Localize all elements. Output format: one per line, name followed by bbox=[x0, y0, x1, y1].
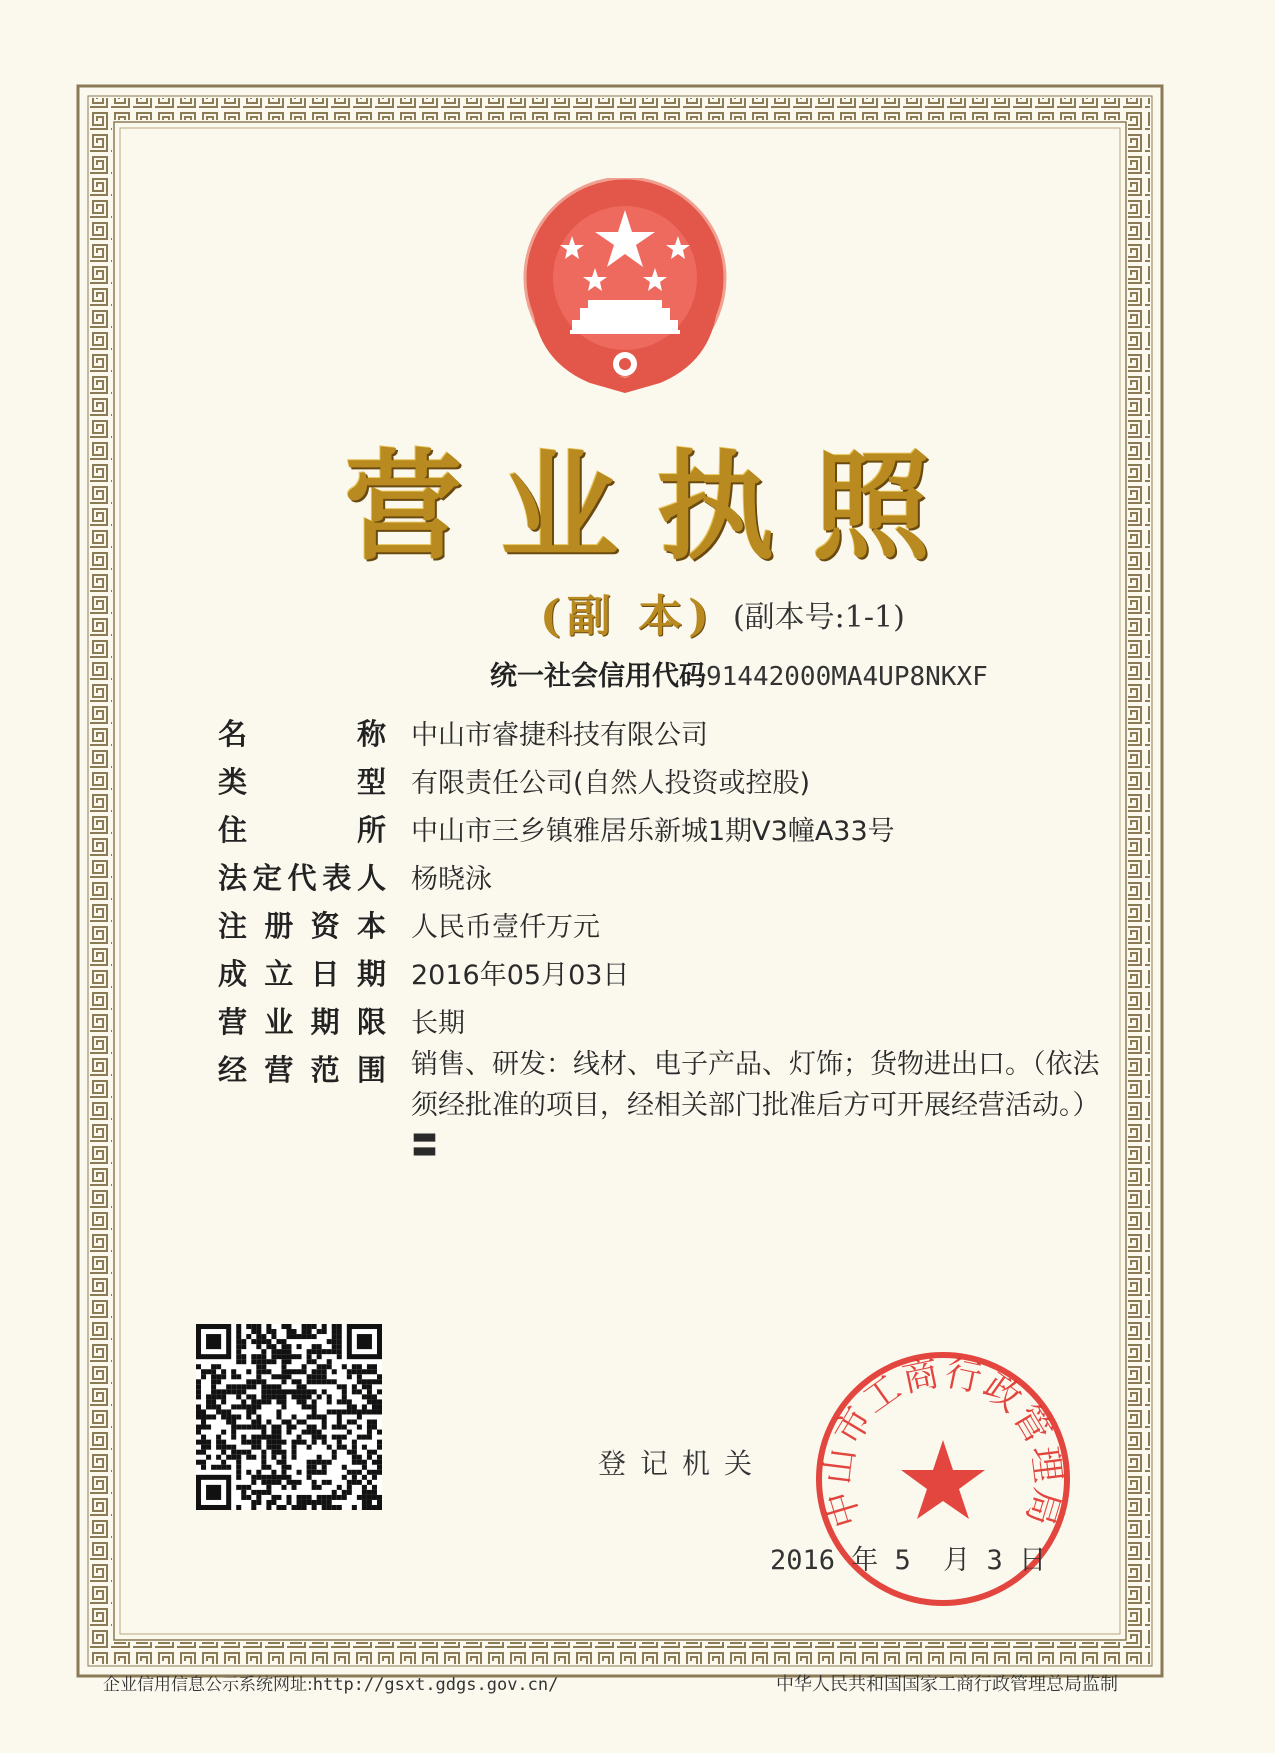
qr-code-icon[interactable] bbox=[196, 1324, 382, 1510]
national-emblem-icon bbox=[510, 178, 740, 398]
label-text: 法 定 代 表 人 bbox=[218, 861, 386, 895]
field-value: 2016年05月03日 bbox=[411, 960, 630, 991]
field-type bbox=[218, 760, 1118, 808]
label-text: 名 称 bbox=[218, 717, 386, 751]
copy-line bbox=[540, 580, 905, 644]
field-label bbox=[218, 712, 386, 753]
label-text: 注 册 资 本 bbox=[218, 909, 386, 943]
registration-date: 2016 年 5 月 3 日 bbox=[770, 1545, 1047, 1576]
field-value: 杨晓泳 bbox=[411, 864, 492, 895]
field-term bbox=[218, 1000, 1118, 1048]
footer-website-url[interactable]: http://gsxt.gdgs.gov.cn/ bbox=[312, 1675, 559, 1695]
field-value: 长期 bbox=[411, 1008, 465, 1039]
label-text: 类 型 bbox=[218, 765, 386, 799]
field-label bbox=[218, 1048, 386, 1089]
field-value: 有限责任公司(自然人投资或控股) bbox=[411, 768, 811, 799]
field-name bbox=[218, 712, 1118, 760]
field-value: 中山市睿捷科技有限公司 bbox=[411, 720, 708, 751]
label-text: 住 所 bbox=[218, 813, 386, 847]
registration-authority: 登记机关 bbox=[598, 1447, 767, 1480]
field-label bbox=[218, 856, 386, 897]
field-value: 中山市三乡镇雅居乐新城1期V3幢A33号 bbox=[411, 816, 895, 847]
field-value: 人民币壹仟万元 bbox=[411, 912, 600, 943]
field-address bbox=[218, 808, 1118, 856]
footer-website-label: 企业信用信息公示系统网址: bbox=[103, 1675, 313, 1695]
footer-supervisor: 中华人民共和国国家工商行政管理总局监制 bbox=[776, 1674, 1118, 1695]
field-capital bbox=[218, 904, 1118, 952]
license-fields bbox=[218, 712, 1118, 1162]
field-label bbox=[218, 1000, 386, 1041]
credit-code bbox=[490, 654, 988, 693]
credit-code-value: 91442000MA4UP8NKXF bbox=[706, 662, 988, 692]
credit-code-label: 统一社会信用代码 bbox=[490, 661, 706, 692]
footer-website bbox=[103, 1670, 558, 1695]
document-title: 营业执照 bbox=[344, 437, 969, 576]
copy-label: (副 本) bbox=[540, 591, 715, 642]
field-value: 销售、研发：线材、电子产品、灯饰；货物进出口。（依法须经批准的项目，经相关部门批准后方可开展经营活动。）〓 bbox=[411, 1049, 1100, 1162]
seal-text: 中山市工商行政管理局 bbox=[817, 1352, 1069, 1532]
field-label bbox=[218, 760, 386, 801]
field-label bbox=[218, 904, 386, 945]
label-text: 营 业 期 限 bbox=[218, 1005, 386, 1039]
field-label bbox=[218, 952, 386, 993]
field-legal-rep bbox=[218, 856, 1118, 904]
label-text: 成 立 日 期 bbox=[218, 957, 386, 991]
field-scope bbox=[218, 1048, 1118, 1162]
label-text: 经 营 范 围 bbox=[218, 1053, 386, 1087]
field-established bbox=[218, 952, 1118, 1000]
copy-number: (副本号:1-1) bbox=[732, 600, 905, 635]
field-label bbox=[218, 808, 386, 849]
